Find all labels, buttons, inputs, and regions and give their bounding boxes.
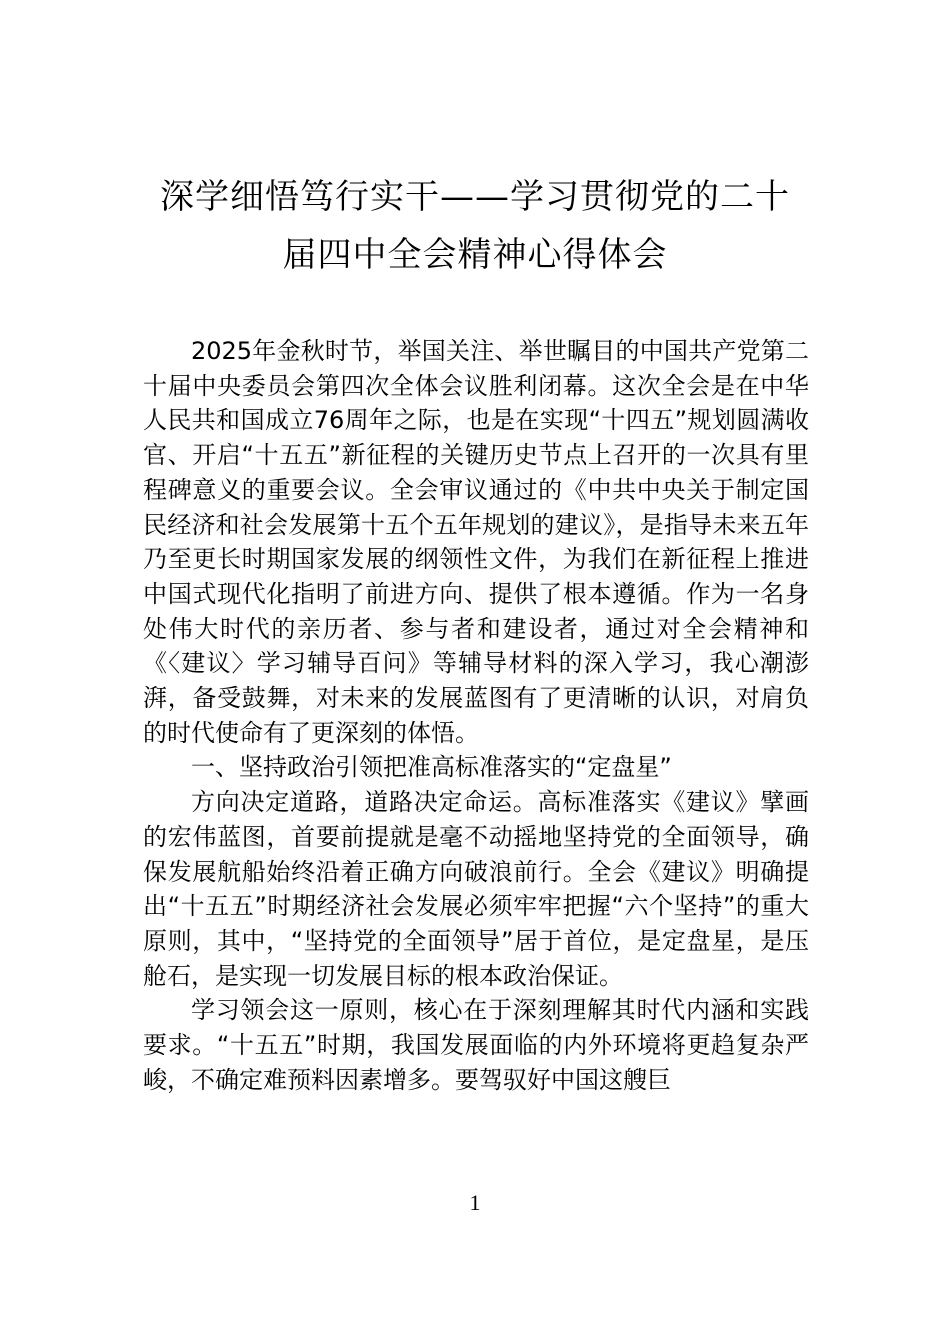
paragraph-direction: 方向决定道路，道路决定命运。高标准落实《建议》擘画的宏伟蓝图，首要前提就是毫不动摇地坚持党的全面领导，确保发展航船始终沿着正确方向破浪前行。全会《建议》明确提出“十五五”时期经济社会发展必须牢牢把握“六个坚持”的重大原则，其中，“坚持党的全面领导”居于首位，是定盘星，是压舱石，是实现一切发展目标的根本政治保证。 bbox=[143, 788, 809, 990]
section-heading: 一、坚持政治引领把准高标准落实的“定盘星” bbox=[191, 753, 672, 782]
page-number: 1 bbox=[469, 1190, 481, 1215]
title-line-1: 深学细悟笃行实干——学习贯彻党的二十 bbox=[160, 177, 790, 217]
paragraph-study: 学习领会这一原则，核心在于深刻理解其时代内涵和实践要求。“十五五”时期，我国发展面临的内外环境将更趋复杂严峻，不确定难预料因素增多。要驾驭好中国这艘巨 bbox=[143, 996, 809, 1094]
document-body bbox=[143, 334, 809, 1097]
document-title bbox=[142, 168, 808, 284]
title-line-2: 届四中全会精神心得体会 bbox=[282, 235, 668, 275]
paragraph-intro: 2025年金秋时节，举国关注、举世瞩目的中国共产党第二十届中央委员会第四次全体会议胜利闭幕。这次全会是在中华人民共和国成立76周年之际，也是在实现“十四五”规划圆满收官、开启“十五五”新征程的关键历史节点上召开的一次具有里程碑意义的重要会议。全会审议通过的《中共中央关于制定国民经济和社会发展第十五个五年规划的建议》，是指导未来五年乃至更长时期国家发展的纲领性文件，为我们在新征程上推进中国式现代化指明了前进方向、提供了根本遵循。作为一名身处伟大时代的亲历者、参与者和建设者，通过对全会精神和《〈建议〉学习辅导百问》等辅导材料的深入学习，我心潮澎湃，备受鼓舞，对未来的发展蓝图有了更清晰的认识，对肩负的时代使命有了更深刻的体悟。 bbox=[143, 337, 809, 747]
